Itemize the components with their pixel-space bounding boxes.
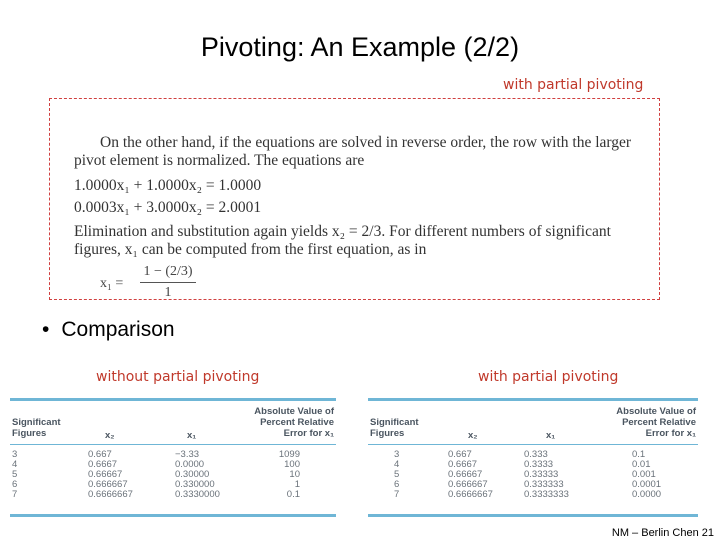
cell: 0.667 — [88, 449, 112, 460]
excerpt-para2-line2: figures, x₁ can be computed from the first equation, as in — [74, 241, 427, 258]
cell: 0.3333 — [524, 459, 554, 470]
column-error — [632, 450, 661, 500]
cell: 5 — [394, 469, 400, 480]
column-error — [260, 450, 300, 500]
column-x2 — [448, 450, 493, 500]
cell: 0.6667 — [88, 459, 118, 470]
cell: 0.1 — [286, 489, 300, 500]
cell: 0.0000 — [632, 489, 662, 500]
column-significant-figures — [394, 450, 399, 500]
cell: 100 — [284, 459, 300, 470]
column-x1 — [524, 450, 569, 500]
column-x1 — [175, 450, 220, 500]
cell: 10 — [289, 469, 300, 480]
cell: 0.30000 — [175, 469, 210, 480]
cell: 6 — [394, 479, 400, 490]
cell: 5 — [12, 469, 18, 480]
cell: 0.001 — [632, 469, 656, 480]
cell: 0.33333 — [524, 469, 559, 480]
cell: 3 — [394, 449, 400, 460]
right-comparison-table — [368, 398, 698, 520]
cell: 0.3333333 — [524, 489, 569, 500]
cell: 7 — [394, 489, 400, 500]
top-caption: with partial pivoting — [503, 77, 644, 93]
cell: −3.33 — [175, 449, 200, 460]
header-significant-figures: Significant Figures — [12, 417, 61, 439]
slide-footer: NM – Berlin Chen 21 — [611, 527, 714, 539]
right-table-caption: with partial pivoting — [478, 369, 619, 385]
bullet-text: Comparison — [61, 318, 175, 341]
header-x2: x₂ — [105, 430, 115, 441]
cell: 0.66667 — [88, 469, 123, 480]
column-significant-figures — [12, 450, 17, 500]
equation-1: 1.0000x₁ + 1.0000x₂ = 1.0000 — [74, 177, 262, 194]
fraction-bar — [140, 282, 196, 283]
cell: 6 — [12, 479, 18, 490]
cell: 0.01 — [632, 459, 651, 470]
table-rule-bottom — [368, 514, 698, 517]
table-rule-top — [368, 398, 698, 401]
cell: 0.66667 — [448, 469, 483, 480]
table-rule-bottom — [10, 514, 336, 517]
cell: 0.666667 — [448, 479, 488, 490]
formula-numerator: 1 − (2/3) — [143, 264, 193, 279]
cell: 0.666667 — [88, 479, 128, 490]
cell: 0.0001 — [632, 479, 662, 490]
cell: 0.6666667 — [448, 489, 493, 500]
cell: 0.330000 — [175, 479, 215, 490]
table-rule-mid — [10, 444, 336, 445]
header-x1: x₁ — [546, 430, 556, 441]
cell: 4 — [394, 459, 400, 470]
header-error: Absolute Value of Percent Relative Error for x₁ — [254, 406, 334, 439]
formula-denominator: 1 — [164, 285, 172, 300]
cell: 0.667 — [448, 449, 472, 460]
excerpt-para1-line2: pivot element is normalized. The equations are — [74, 152, 365, 169]
cell: 4 — [12, 459, 18, 470]
cell: 0.0000 — [175, 459, 205, 470]
header-x1: x₁ — [187, 430, 197, 441]
equation-2: 0.0003x₁ + 3.0000x₂ = 2.0001 — [74, 199, 262, 216]
header-x2: x₂ — [468, 430, 478, 441]
cell: 0.6667 — [448, 459, 478, 470]
excerpt-para1-line1: On the other hand, if the equations are solved in reverse order, the row with the larger — [100, 134, 632, 151]
cell: 0.3330000 — [175, 489, 220, 500]
cell: 0.1 — [632, 449, 646, 460]
formula-lhs: x₁ = — [100, 276, 124, 291]
table-rule-mid — [368, 444, 698, 445]
left-comparison-table — [10, 398, 336, 520]
cell: 0.333 — [524, 449, 548, 460]
cell: 1 — [294, 479, 300, 490]
cell: 0.6666667 — [88, 489, 133, 500]
left-table-caption: without partial pivoting — [96, 369, 260, 385]
bullet-comparison — [42, 318, 175, 342]
cell: 0.333333 — [524, 479, 564, 490]
cell: 3 — [12, 449, 18, 460]
slide-title: Pivoting: An Example (2/2) — [200, 32, 520, 62]
cell: 1099 — [278, 449, 300, 460]
header-error: Absolute Value of Percent Relative Error for x₁ — [616, 406, 696, 439]
cell: 7 — [12, 489, 18, 500]
header-significant-figures: Significant Figures — [370, 417, 419, 439]
excerpt-para2-line1: Elimination and substitution again yields x₂ = 2/3. For different numbers of significant — [74, 223, 611, 240]
table-rule-top — [10, 398, 336, 401]
bullet-dot: • — [42, 318, 50, 341]
column-x2 — [88, 450, 133, 500]
